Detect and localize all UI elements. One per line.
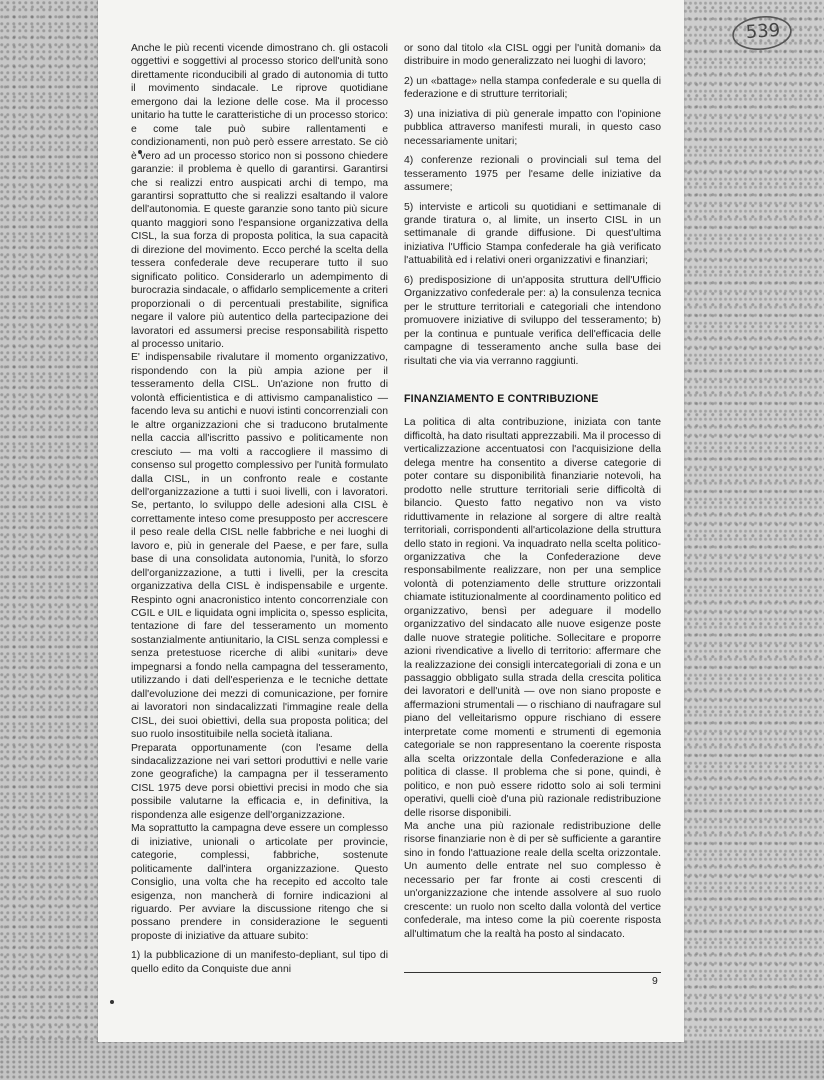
list-item-5: 5) interviste e articoli su quotidiani e settimanale di grande tiratura o, al limite, un inserto CISL in un settimanale di grande diffusione. Di quest'ultima iniziativa l'Ufficio Stampa confederale ha già verificato l'attuabilità ed i relativi oneri organizzativi e finanziari; — [404, 201, 661, 267]
list-item-4: 4) conferenze rezionali o provinciali sul tema del tesseramento 1975 per l'esame delle iniziative da assumere; — [404, 155, 661, 194]
list-item-6: 6) predisposizione di un'apposita struttura dell'Ufficio Organizzativo confederale per: a) la consulenza tecnica per le strutture territoriali e categoriali che intendono promuovere iniziative di sviluppo del tesseramento; b) per la continua e puntuale verifica dell'efficacia delle campagne di tesseramento anche sulla base dei risultati che via via verranno raggiunti. — [404, 274, 661, 367]
list-item-1-continued: or sono dal titolo «la CISL oggi per l'unità domani» da distribuire in modo generalizzato nei luoghi di lavoro; — [404, 43, 661, 68]
stamp-number: 539 — [745, 19, 781, 44]
list-item-1: 1) la pubblicazione di un manifesto-depliant, sul tipo di quello edito da Conquiste due anni — [131, 950, 388, 975]
paragraph-campaign-initiatives: Ma soprattutto la campagna deve essere un complesso di iniziative, unionali o articolate per provincie, categorie, complessi, fabbriche, sostenute politicamente dall'intera organizzazione. Questo Consiglio, una volta che ha recepito ed accolto tale esigenza, non mancherà di fornire indicazioni al riguardo. Per avviare la discussione ritengo che si possano prendere in considerazione le seguenti proposte di iniziative da attuare subito: — [131, 823, 388, 942]
right-column — [404, 42, 661, 941]
bottom-scan-margin — [0, 1040, 824, 1080]
paragraph-autonomy: Anche le più recenti vicende dimostrano ch. gli ostacoli oggettivi e soggettivi al processo storico dell'unità sono direttamente riconducibili al grado di autonomia di tutto il movimento sindacale. Le riprove quotidiane emergono dai la lezione delle cose. Ma il processo unitario ha tutte le caratteristiche di un processo storico: e come tale può subire rallentamenti e condizionamenti, non può però essere arrestato. Se ciò è vero ad un processo storico non si possono chiedere garanzie: il problema è quello di garantirsi. Garantirsi che si realizzi entro auspicati archi di tempo, ma garantirsi soprattutto che si realizzi esaltando il valore dell'autonomia. E queste garanzie sono tanto più sicure quanto maggiori sono l'espansione organizzativa della CISL, la sua forza di proposta politica, la sua capacità di direzione del movimento. Ecco perché la scelta della tessera confederale deve recuperare tutto il suo significato politico. Considerarlo un adempimento di burocrazia sindacale, o affidarlo semplicemente a criteri proporzionali o di percentuali prestabilite, significa negare il valore più autentico della partecipazione dei lavoratori ed assumersi precise responsabilità rispetto al processo unitario. — [131, 43, 389, 350]
list-item-3: 3) una iniziativa di più generale impatto con l'opinione pubblica attraverso manifesti murali, in questo caso necessariamente unitari; — [404, 108, 661, 147]
paragraph-campaign-preparation: Preparata opportunamente (con l'esame della sindacalizzazione nei vari settori produttivi e nelle varie zone geografiche) la campagna per il tesseramento CISL 1975 deve porsi obiettivi precisi in modo che sia possibile valutarne la efficacia e, in definitiva, la rispondenza alle esigenze dell'organizzazione. — [131, 742, 388, 821]
list-item-2: 2) un «battage» nella stampa confederale e su quella di federazione e di strutture territoriali; — [404, 75, 661, 101]
paragraph-organization: E' indispensabile rivalutare il momento organizzativo, rispondendo con la più ampia azione per il tesseramento della CISL. Un'azione non frutto di volontà efficientistica e di attivismo campanalistico — facendo leva su antichi e nuovi istinti concorrenziali con le altre organizzazioni che si traducono brutalmente nella caccia all'iscritto passivo e politicamente non cresciuto — ma volti a raccogliere il massimo di consenso sul progetto complessivo per l'unità formulato dalla CISL, in un confronto reale e costante dell'organizzazione a tutti i suoi livelli, con i lavoratori. Se, pertanto, lo sviluppo delle adesioni alla CISL è correttamente inteso come presupposto per accrescere il peso reale della CISL nelle fabbriche e nei luoghi di lavoro e, più in generale del Paese, e per fare, sulla base di una consolidata autonomia, l'unità, lo sforzo dell'organizzazione, a tutti i livelli, per la crescita organizzativa della CISL è indispensabile e urgente. Respinto ogni anacronistico intento concorrenziale con CGIL e UIL e liquidata ogni implicita o, spesso esplicita, tentazione di fare del tesseramento un momento sostanzialmente antiunitario, la CISL senza complessi e senza pretestuose ricerche di alibi «unitari» deve impegnarsi a fondo nella campagna del tesseramento, utilizzando i dati dell'esperienza e le tecniche dettate dall'evoluzione dei mezzi di comunicazione, per fornire ai lavoratori non sindacalizzati l'immagine reale della CISL, dei suoi obiettivi, della sua proposta politica; del suo ruolo insostituibile nella società italiana. — [131, 352, 388, 741]
paragraph-financing: La politica di alta contribuzione, iniziata con tante difficoltà, ha dato risultati apprezzabili. Ma il processo di verticalizzazione accentuatosi con l'acquisizione della delega mentre ha consentito a diverse categorie di poter contare su disponibilità finanziarie notevoli, ha prodotto nelle strutture territoriali serie difficoltà di bilancio. Questo fatto negativo non va visto riduttivamente in relazione al sorgere di altre realtà territoriali, corrispondenti all'articolazione della struttura dello stato in regioni. Va inquadrato nella scelta politico-organizzativa che la Confederazione deve responsabilmente realizzare, non per una semplice volontà di potenziamento delle strutture orizzontali chiamate istituzionalmente al coordinamento politico ed organizzativo, bensì per adeguare il modello organizzativo del sindacato alle nuove esigenze poste dalle nuove strategie politiche. Sollecitare e proporre azioni rivendicative a livello di territorio: affermare che la realizzazione dei consigli intercategoriali di zona e un passaggio obbligato sulla strada della crescita politica dei lavoratori e dell'unità — ove non siano proposte e affermazioni strumentali — o rischiano di naufragare sul piano del velleitarismo oppure rischiano di essere interpretate come momenti e strumenti di egemonia categoriale se non rappresentano la coerente risposta alla scelta orizzontale della Confederazione e alla politica di classe. Il problema che si pone, quindi, è politico, e non può essere ridotto solo ai soli termini operativi, quelli cioè d'una più razionale redistribuzione delle risorse disponibili. — [404, 417, 661, 819]
section-heading: FINANZIAMENTO E CONTRIBUZIONE — [404, 392, 599, 405]
margin-mark — [110, 1000, 114, 1004]
paragraph-redistribution: Ma anche una più razionale redistribuzione delle risorse finanziarie non è di per sè sufficiente a garantire sino in fondo l'attuazione reale della scelta orizzontale. Un aumento delle entrate nel suo complesso è necessario per far fronte ai costi crescenti di un'organizzazione che intende assolvere al suo ruolo crescente: un ruolo non scelto dalla volontà del vertice confederale, ma inteso come la più coerente risposta all'ultimatum che la realtà ha posto al sindacato. — [404, 821, 661, 940]
left-scan-margin — [0, 0, 98, 1080]
left-column — [131, 42, 388, 976]
right-scan-margin — [684, 0, 824, 1080]
page-number: 9 — [652, 976, 658, 987]
footer-rule — [404, 972, 661, 973]
handwritten-page-stamp — [730, 14, 794, 52]
